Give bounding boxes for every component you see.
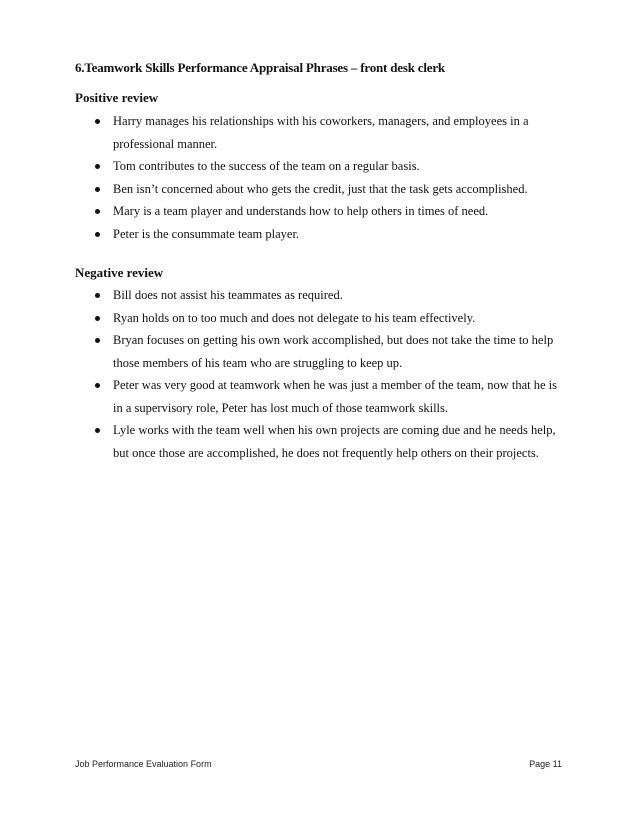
list-item [95, 200, 565, 223]
bullet-icon [95, 383, 100, 388]
list-item [95, 419, 565, 464]
list-item-text: Mary is a team player and understands how to help others in times of need. [113, 204, 489, 218]
bullet-icon [95, 187, 100, 192]
list-item [95, 110, 565, 155]
list-item [95, 155, 565, 178]
page-heading: 6.Teamwork Skills Performance Appraisal Phrases – front desk clerk [75, 60, 445, 75]
list-item-text: Lyle works with the team well when his own projects are coming due and he needs help, but once those are accomplished, he does not frequently help others on their projects. [113, 423, 556, 460]
list-item-text: Ben isn’t concerned about who gets the credit, just that the task gets accomplished. [113, 181, 528, 196]
list-item-text: Peter was very good at teamwork when he was just a member of the team, now that he is in a supervisory role, Peter has lost much of those teamwork skills. [113, 378, 557, 415]
list-item [95, 284, 565, 307]
bullet-icon [95, 428, 100, 433]
list-item-text: Bill does not assist his teammates as required. [113, 288, 343, 302]
list-item-text: Harry manages his relationships with his coworkers, managers, and employees in a professional manner. [113, 114, 529, 151]
positive-review-list [95, 110, 565, 245]
list-item [95, 307, 565, 330]
list-item-text: Bryan focuses on getting his own work accomplished, but does not take the time to help those members of his team who are struggling to keep up. [113, 333, 554, 370]
footer-form-title: Job Performance Evaluation Form [75, 759, 212, 769]
bullet-icon [95, 316, 100, 321]
list-item [95, 374, 565, 419]
list-item-text: Peter is the consummate team player. [113, 226, 300, 241]
bullet-icon [95, 232, 100, 237]
bullet-icon [95, 119, 100, 124]
list-item-text: Ryan holds on to too much and does not delegate to his team effectively. [113, 310, 476, 325]
negative-review-list [95, 284, 565, 464]
list-item [95, 329, 565, 374]
negative-review-title: Negative review [75, 265, 164, 280]
bullet-icon [95, 293, 100, 298]
positive-review-title: Positive review [75, 90, 159, 105]
bullet-icon [95, 338, 100, 343]
footer-page-number: Page 11 [529, 759, 562, 769]
list-item [95, 223, 565, 246]
bullet-icon [95, 209, 100, 214]
list-item-text: Tom contributes to the success of the team on a regular basis. [113, 159, 420, 173]
list-item [95, 178, 565, 201]
bullet-icon [95, 164, 100, 169]
